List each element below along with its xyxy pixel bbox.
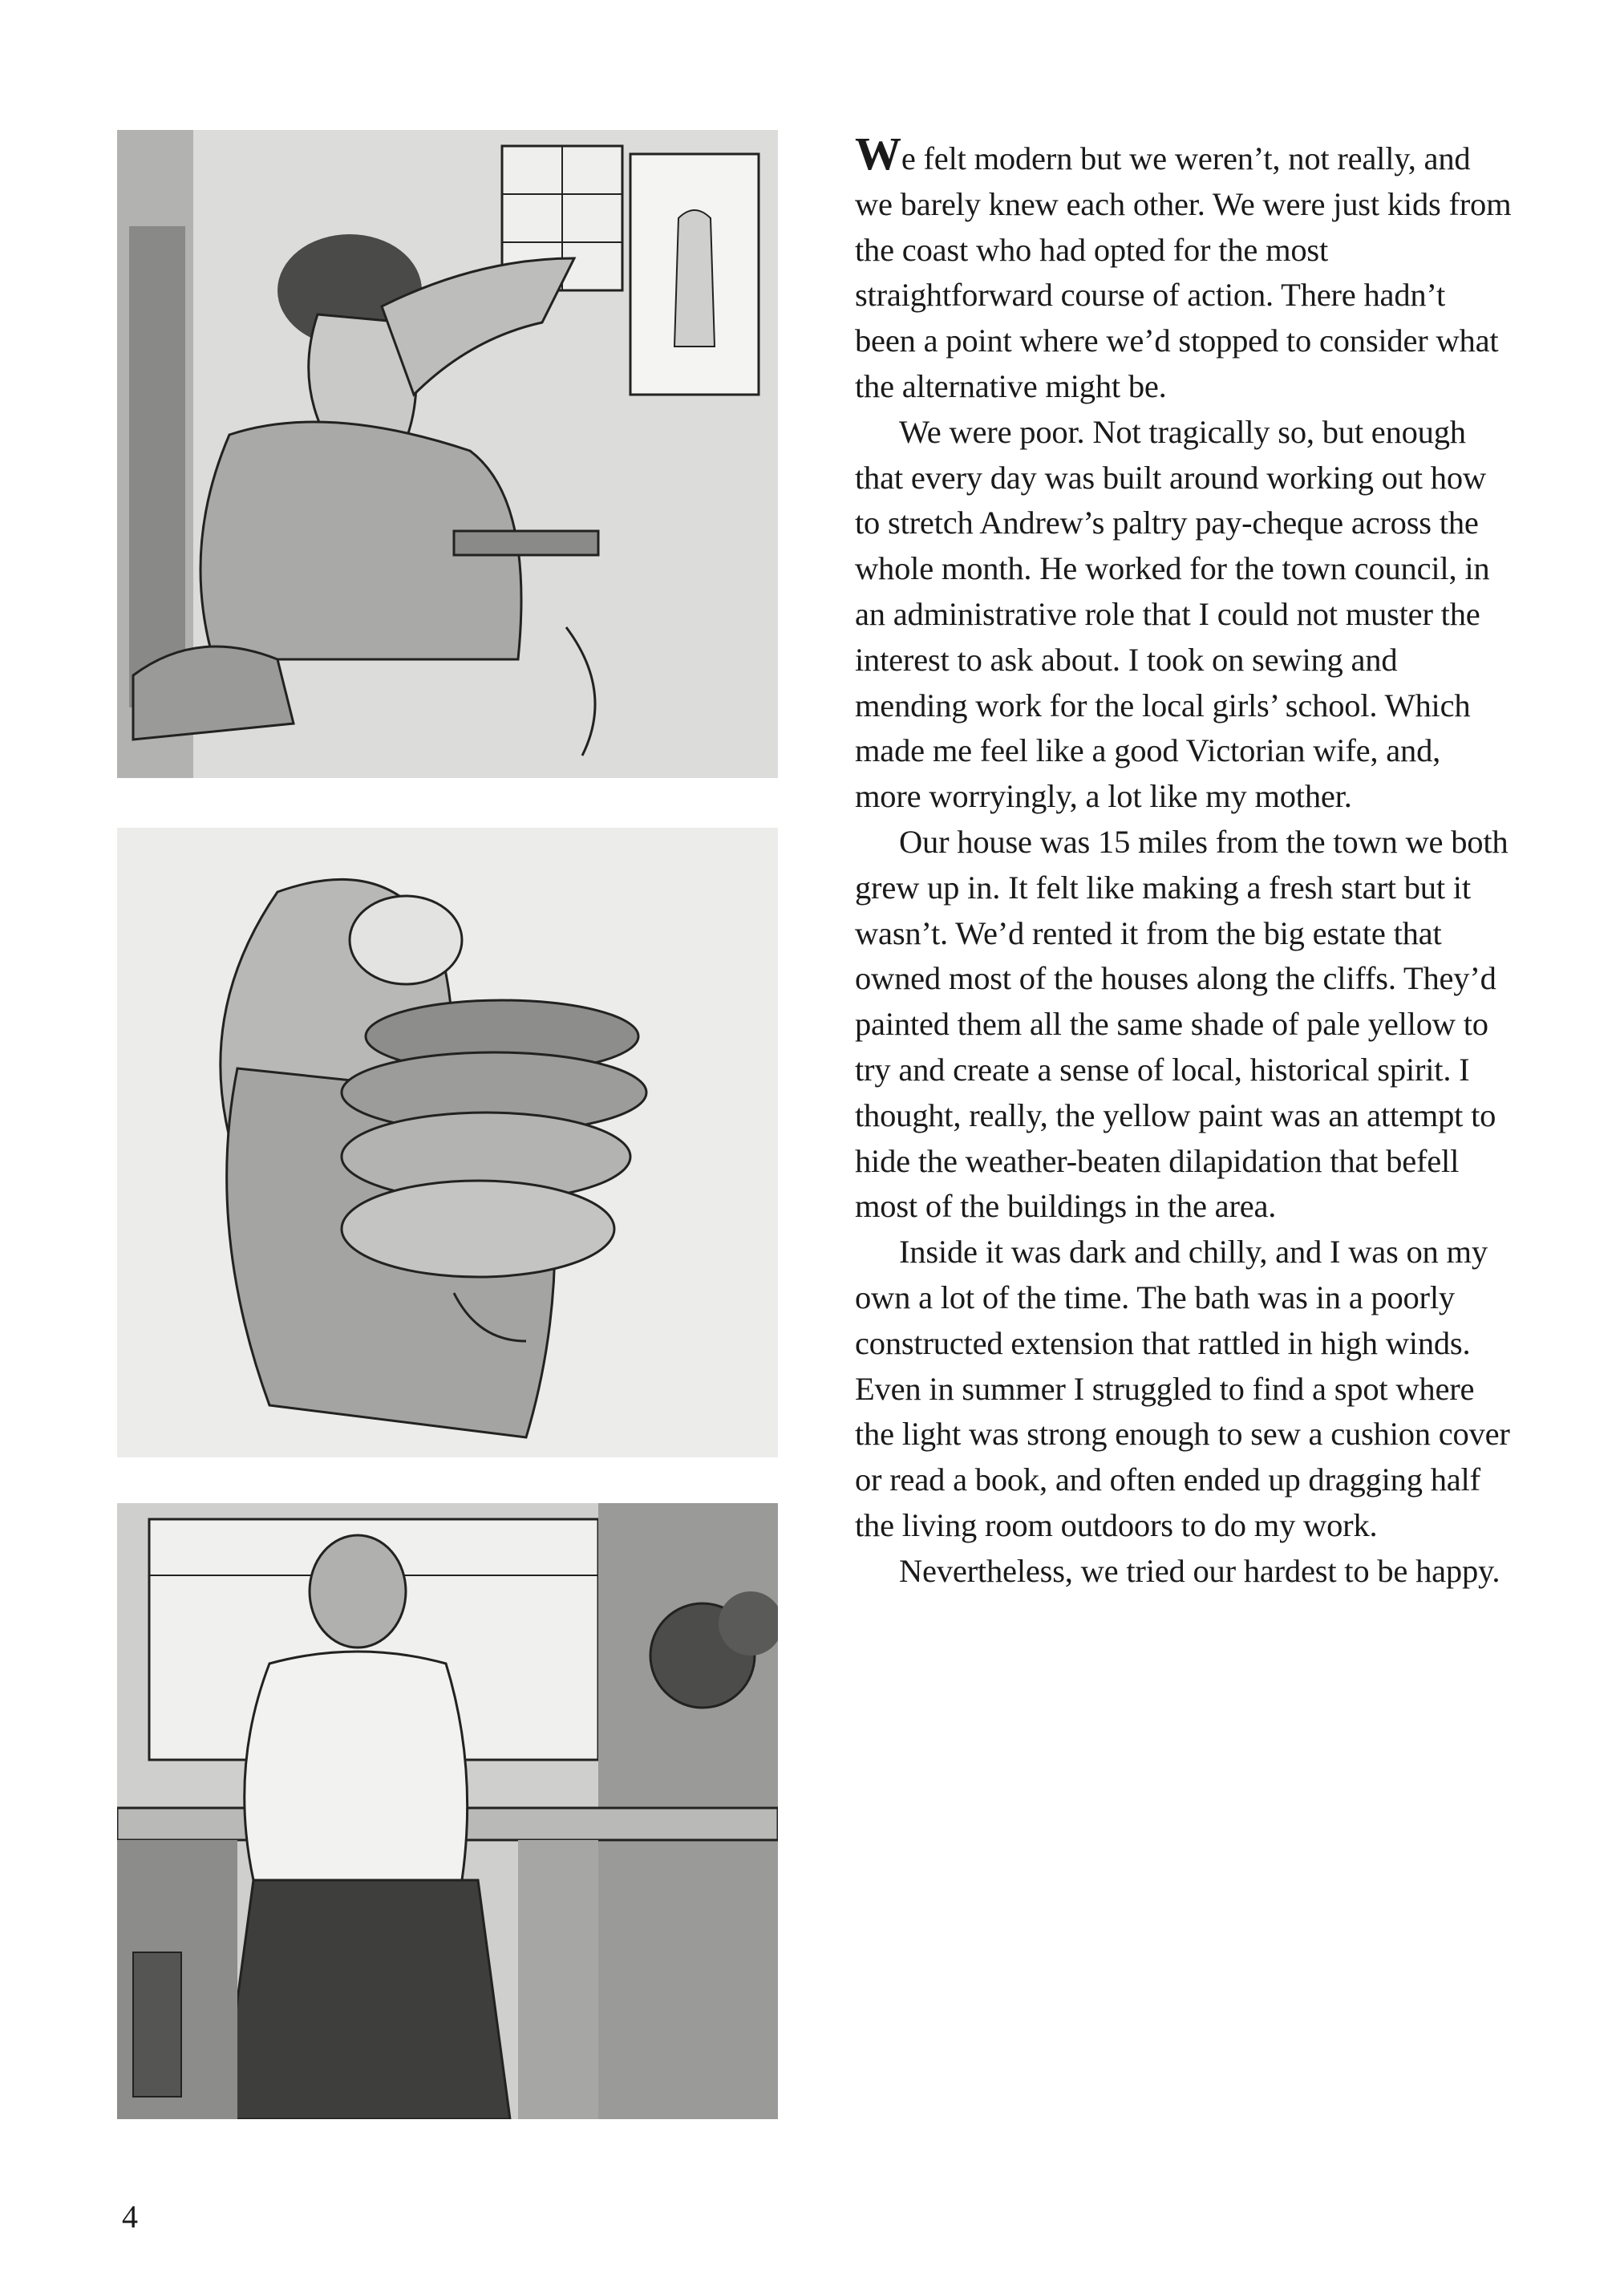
ink-wash-drawing-kitchen-scene: [117, 1503, 778, 2119]
paragraph-1: [855, 128, 1513, 410]
page-number: 4: [122, 2199, 138, 2235]
illustration-woman-with-laundry: [117, 828, 778, 1457]
illustration-man-cycling: [117, 130, 778, 778]
drop-initial: W: [855, 128, 901, 180]
paragraph-4: Inside it was dark and chilly, and I was on my own a lot of the time. The bath was in a poorly constructed extension that rattled in high winds. Even in summer I struggled to find a spot where the light was strong enough to sew a cushion cover or read a book, and often ended up dragging half the living room outdoors to do my work.: [855, 1234, 1510, 1543]
story-text: [855, 128, 1513, 1595]
illustration-woman-at-sink: [117, 1503, 778, 2119]
ink-wash-drawing-woman-carrying-fabric: [117, 828, 778, 1457]
paragraph-2: We were poor. Not tragically so, but enough that every day was built around working out how to stretch Andrew’s paltry pay-cheque across the whole month. He worked for the town council, in an administrative role that I could not muster the interest to ask about. I took on sewing and mending work for the local girls’ school. Which made me feel like a good Victorian wife, and, more worryingly, a lot like my mother.: [855, 413, 1490, 815]
paragraph-1-text: e felt modern but we weren’t, not really, and we barely knew each other. We were just kids from the coast who had opted for the most straightforward course of action. There hadn’t been a point where we’d stopped to consider what the alternative might be.: [855, 140, 1512, 404]
paragraph-3: Our house was 15 miles from the town we both grew up in. It felt like making a fresh start but it wasn’t. We’d rented it from the big estate that owned most of the houses along the cliffs. They’d painted them all the same shade of pale yellow to try and create a sense of local, historical spirit. I thought, really, the yellow paint was an attempt to hide the weather-beaten dilapidation that befell most of the buildings in the area.: [855, 823, 1509, 1225]
ink-wash-drawing-man-on-bicycle: [117, 130, 778, 778]
paragraph-5: Nevertheless, we tried our hardest to be happy.: [899, 1552, 1500, 1589]
